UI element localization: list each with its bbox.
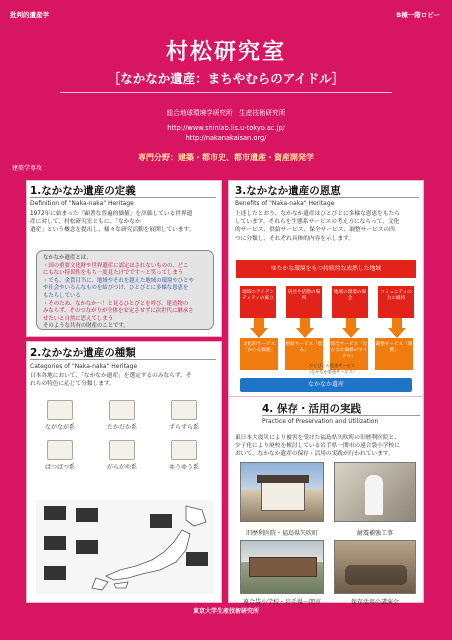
section3-body-line3: 的サービス、供給サービス、保全サービス、調整サービスの四 (235, 227, 395, 234)
heritage-type-icon (47, 440, 73, 460)
field-text: 専門分野：建築・都市史、都市遺産・資産開発学 (138, 153, 314, 162)
box-line: や社会やいろんなものを結びつけ、ひとびとに多様な恩恵を (43, 285, 189, 292)
diagram-top-box: 地域のアイデンティティの確立 (240, 286, 276, 318)
diagram-goal-banner: ゆたかな環境をもつ持続的な成熟した地域 (236, 260, 416, 278)
section4-body-line3: おいて、なかなか遺産の保存・活用の実践が行われています。 (235, 451, 394, 458)
heritage-type-icon (47, 400, 73, 420)
section1-underline (30, 197, 216, 198)
section3-title: 3.なかなか遺産の恩恵 (235, 185, 341, 197)
type-label: がらがや系 (106, 464, 137, 471)
box-line: もたらしている (43, 292, 81, 299)
section3-underline (235, 197, 419, 198)
box-line: そのような共有の財産のことです。 (43, 323, 129, 330)
section1-body-line2: 産に対して、村松研究室ともに、「なかなか (30, 219, 141, 226)
diagram-arrow-text: ひとびとの恩恵サービス（なかなか恩恵サービス） (306, 363, 358, 374)
footer-institute: 東京大学生産技術研究所 (192, 608, 259, 615)
page-title: 村松研究室 (165, 40, 286, 65)
section4-body-line2: 少子化により廃校を検討している岩手県一関市の遠合袋小学校に (235, 443, 400, 450)
benefits-diagram (236, 256, 416, 392)
heritage-type-icon (171, 400, 197, 420)
clinic-photo (240, 462, 324, 522)
section2-title: 2.なかなか遺産の種類 (30, 347, 136, 359)
photo-caption: 保存活用の講演会 (350, 599, 399, 606)
type-label: たかだか系 (106, 424, 137, 431)
diagram-base-bar: なかなか遺産 (240, 378, 412, 392)
section1-title: 1.なかなか遺産の定義 (30, 185, 136, 197)
diagram-top-box: 地域の環境の保全 (332, 286, 368, 318)
diagram-service-box: 保全サービス「なかなか価値のサイクル」 (330, 338, 368, 370)
diagram-arrows-icon (236, 318, 416, 338)
diagram-service-box: 調整サービス「連携」 (375, 338, 413, 370)
header-tag-right: B棟一階ロビー (396, 11, 440, 19)
section2-subtitle: Categories of "Naka-naka" Heritage (30, 363, 138, 370)
section4-underline (262, 415, 420, 416)
japan-map-icon (36, 500, 214, 594)
section4-title: 4. 保存・活用の実践 (262, 403, 361, 415)
section1-body-line3: 遺産」という概念を提出し、様々な研究活動を展開しています。 (30, 227, 195, 234)
section3-body-line4: つに分類し、それぞれ具体的内容を示します。 (235, 235, 354, 242)
type-item-takadaka (92, 400, 152, 431)
section1-subtitle: Definition of "Naka-naka" Heritage (30, 200, 134, 207)
diagram-service-box: 供給サービス「恵み」 (285, 338, 323, 370)
box-line: ・でも、金貰目当に、地域やそれを越えた地域の環境やひとや (43, 277, 194, 284)
type-item-batsubatsu (30, 440, 90, 471)
institutes-text: 総合地球環境学研究所 生産技術研究所 (166, 109, 286, 117)
box-line: ・国の重要文化財や世界遺産に認定はされないものの、どこ (43, 262, 189, 269)
box-line: なかなか遺産とは、 (43, 255, 92, 261)
type-item-zurazura (154, 400, 214, 431)
type-label: ながなが系 (44, 424, 75, 431)
lecture-photo (334, 540, 416, 594)
section3-subtitle: Benefits of "Naka-naka" Heritage (235, 200, 335, 207)
department-label: 建築学専攻 (12, 165, 43, 172)
section2-body-line1: 日本各地において、「なかなか遺産」を選定するのみならず、そ (30, 373, 192, 379)
type-label: ゆうゆう系 (168, 464, 199, 471)
heritage-type-icon (109, 400, 135, 420)
school-photo (240, 540, 324, 594)
section4-subtitle: Practice of Preservation and Utilization (262, 418, 379, 425)
header-divider (60, 92, 392, 93)
type-item-yuuyuu (154, 440, 214, 471)
heritage-type-icon (171, 440, 197, 460)
lab-url-link[interactable]: http://www.shinlab.iis.u-tokyo.ac.jp/ (167, 124, 285, 132)
reinforcement-photo (334, 462, 416, 522)
project-url-link[interactable]: http://nakanakaisan.org/ (185, 134, 267, 142)
diagram-service-box: 文化的サービス「かわる価値」 (240, 338, 278, 370)
type-label: ばつばつ系 (44, 464, 75, 471)
type-label: ずらずら系 (168, 424, 199, 431)
page-subtitle: ［なかなか遺産：まちやむらのアイドル］ (107, 71, 345, 86)
section4-body-line1: 東日本大震災により被害を受けた福島県矢吹町の旧歴利医院と、 (235, 435, 400, 441)
section3-body-line2: しています。それらを生態系サービスの考え方にならって、文化 (235, 219, 400, 226)
type-item-garagara (92, 440, 152, 471)
box-line: せたいと自然に思えてしまう (43, 315, 114, 322)
poster-header (0, 0, 452, 174)
box-line: ・そのため、なかなか〜！と見るひとびとを呼び、建造物の (43, 300, 189, 307)
definition-box (36, 250, 214, 330)
section2-body-line2: れらの特色に応じて分類します。 (30, 381, 115, 388)
photo-caption: 遠合袋小学校・岩手県一関市 (242, 599, 321, 606)
section4-body (235, 434, 421, 459)
diagram-top-box: 居住や活動の場所 (286, 286, 322, 318)
section2-body (30, 372, 218, 388)
section3-body-line1: 上述したとおり、なかなか遺産はひとびとに多様な恩恵をもたら (235, 211, 400, 217)
header-tag-left: 批判的遺産学 (10, 11, 49, 19)
section3-body (235, 210, 421, 243)
diagram-top-box: コミュニティの力の維持 (378, 286, 414, 318)
box-line: みならず、そのつながりが全体を安定させずに次世代に継承さ (43, 308, 194, 315)
section2-underline (30, 359, 216, 360)
heritage-type-icon (109, 440, 135, 460)
photo-caption: 旧歴利医院・福島県矢吹町 (245, 530, 318, 537)
type-item-naganaga (30, 400, 90, 431)
section1-body-line1: 1972年に始まった「顕著な普遍的価値」を評価している世界遺 (30, 211, 193, 217)
section1-body (30, 210, 218, 235)
photo-caption: 耐震補強工事 (356, 530, 393, 537)
box-line: にもない特異性をもち一度見たけでです〜と笑ってしまう (43, 270, 184, 277)
